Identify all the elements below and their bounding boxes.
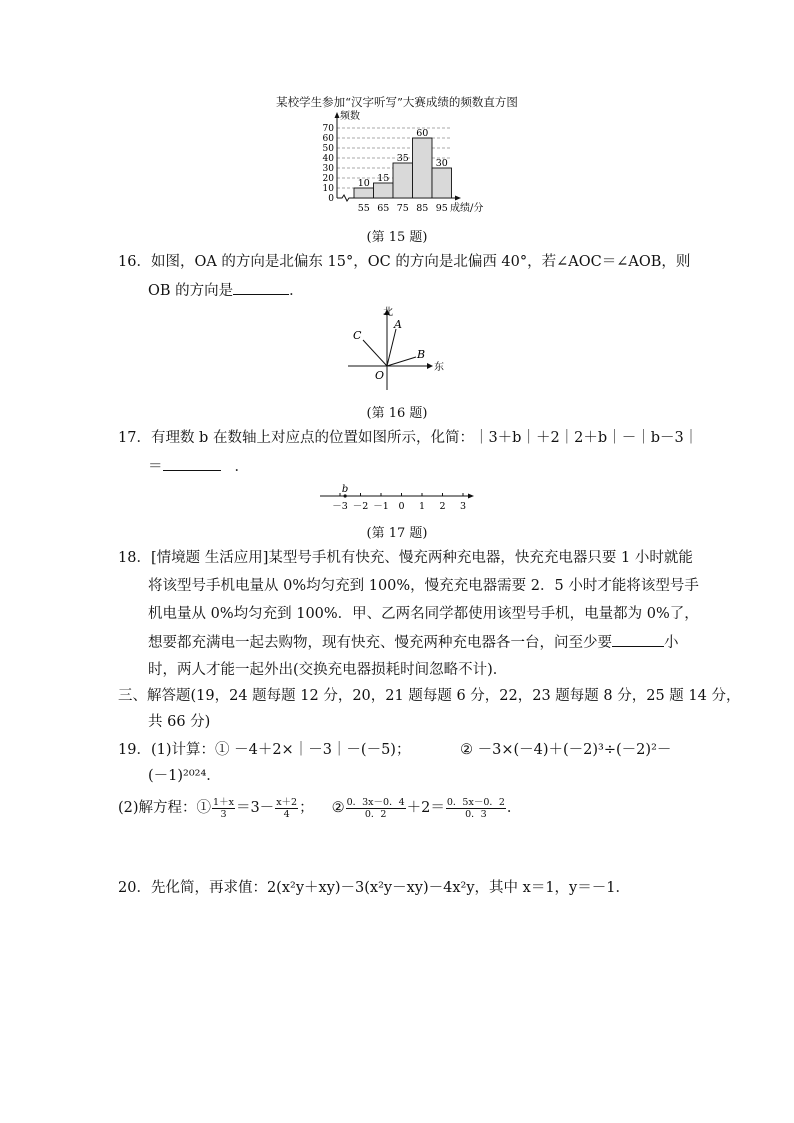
question-17-line2 <box>148 456 249 477</box>
question-text: ＝ <box>148 459 163 475</box>
question-text: ． <box>289 283 304 299</box>
number-line-tick-label: －1 <box>373 501 389 512</box>
figure-caption-q15: (第 15 题) <box>366 230 428 245</box>
answer-blank[interactable] <box>612 632 664 647</box>
fraction-denominator: 3 <box>220 808 227 820</box>
question-number: 16． <box>118 254 151 270</box>
x-axis-arrow <box>455 196 461 201</box>
ray-oc <box>363 340 387 366</box>
part-label: (2)解方程：① <box>118 800 212 816</box>
section-heading: 三、解答题(19，24 题每题 12 分，20，21 题每题 6 分，22，23 题每题 8 分，25 题 14 分， <box>118 688 741 704</box>
x-tick-label: 95 <box>435 203 448 214</box>
fraction <box>446 797 506 820</box>
histogram-bar <box>354 188 374 198</box>
number-line-arrow <box>468 494 474 499</box>
question-18 <box>118 548 693 568</box>
figure-caption-q17: (第 17 题) <box>366 526 428 541</box>
fraction <box>346 797 406 820</box>
histogram-bar <box>393 163 413 198</box>
question-19-part1c: (－1)²⁰²⁴． <box>148 768 221 784</box>
equation-text: ＝3－ <box>235 800 275 816</box>
number-line-figure <box>318 482 478 514</box>
question-16 <box>118 252 690 272</box>
point-c-label: C <box>353 329 362 342</box>
number-line-tick-label: 2 <box>439 501 446 512</box>
question-text: ． <box>234 459 249 475</box>
x-axis-label: 成绩/分 <box>450 203 484 214</box>
question-number: 19． <box>118 742 151 758</box>
fraction-numerator: 0．3x－0．4 <box>346 796 405 808</box>
question-18-line3: 机电量从 0%均匀充到 100%．甲、乙两名同学都使用该型号手机，电量都为 0%了， <box>148 606 699 622</box>
part-label: ② <box>331 800 345 816</box>
question-text-line: 有理数 b 在数轴上对应点的位置如图所示，化简：｜3＋b｜＋2｜2＋b｜－｜b－3｜ <box>150 430 699 446</box>
y-axis-arrow <box>335 112 340 118</box>
question-text: OB 的方向是 <box>148 283 234 299</box>
point-a-label: A <box>394 318 402 331</box>
point-b-label: b <box>341 484 349 495</box>
histogram-bar <box>432 168 452 198</box>
y-axis-label: 频数 <box>340 111 360 122</box>
equation-text: ＋2＝ <box>406 800 445 816</box>
question-text: 小 <box>664 635 679 651</box>
question-18-line2: 将该型号手机电量从 0%均匀充到 100%，慢充充电器需要 2．5 小时才能将该型号手 <box>148 578 699 594</box>
chart-title: 某校学生参加“汉字听写”大赛成绩的频数直方图 <box>276 95 518 109</box>
x-tick-label: 55 <box>357 203 370 214</box>
question-text: (1)计算：① －4＋2×｜－3｜－(－5)； <box>150 742 411 758</box>
question-19-part1 <box>118 740 410 760</box>
bar-value-label: 35 <box>396 153 409 164</box>
question-text: 想要都充满电一起去购物，现有快充、慢充两种充电器各一台，问至少要 <box>148 635 612 651</box>
fraction-numerator: 0．5x－0．2 <box>446 796 505 808</box>
bar-value-label: 10 <box>357 178 370 189</box>
equation-text: ； <box>299 800 314 816</box>
fraction-numerator: 1＋x <box>213 796 234 808</box>
x-tick-label: 65 <box>377 203 390 214</box>
y-tick-label: 70 <box>322 124 334 134</box>
bar-value-label: 60 <box>416 128 429 139</box>
question-18-line4 <box>148 632 679 653</box>
number-line-tick-label: 1 <box>418 501 426 512</box>
x-tick-label: 85 <box>416 203 429 214</box>
equation-text: ． <box>506 800 522 816</box>
direction-figure <box>340 302 450 392</box>
y-tick-label: 10 <box>322 184 334 194</box>
fraction-denominator: 0．2 <box>364 808 387 820</box>
y-tick-label: 20 <box>322 174 334 184</box>
number-line-tick-label: 3 <box>459 501 467 512</box>
answer-blank[interactable] <box>233 280 289 295</box>
origin-label: O <box>375 369 385 382</box>
y-tick-label: 60 <box>322 134 334 144</box>
y-tick-label: 30 <box>322 164 334 174</box>
fraction-denominator: 4 <box>283 808 290 820</box>
histogram-chart <box>310 108 510 218</box>
question-20 <box>118 878 630 898</box>
bar-value-label: 30 <box>435 158 448 169</box>
fraction-denominator: 0．3 <box>465 808 487 820</box>
histogram-bar <box>413 138 433 198</box>
x-tick-label: 75 <box>396 203 409 214</box>
question-16-line2 <box>148 280 304 301</box>
north-label: 北 <box>383 307 393 318</box>
answer-blank[interactable] <box>163 456 221 471</box>
ray-ob <box>387 357 416 366</box>
question-19-part1b: ② －3×(－4)＋(－2)³÷(－2)²－ <box>460 742 672 758</box>
east-label: 东 <box>434 362 444 373</box>
point-b-label: B <box>417 348 426 361</box>
number-line-tick-label: －2 <box>352 501 369 512</box>
question-17 <box>118 428 698 448</box>
fraction <box>212 797 235 820</box>
figure-caption-q16: (第 16 题) <box>366 406 428 421</box>
histogram-bar <box>374 183 394 198</box>
number-line-tick-label: 0 <box>398 501 405 512</box>
fraction-numerator: x＋2 <box>276 796 298 808</box>
bar-value-label: 15 <box>377 173 390 184</box>
section-heading-line2: 共 66 分) <box>148 714 211 730</box>
question-19-part2 <box>118 796 521 820</box>
question-number: 17． <box>118 430 151 446</box>
question-18-line5: 时，两人才能一起外出(交换充电器损耗时间忽略不计)． <box>148 662 508 678</box>
question-number: 18． <box>118 550 151 566</box>
question-text-line: [情境题 生活应用]某型号手机有快充、慢充两种充电器，快充充电器只要 1 小时就能 <box>150 550 693 566</box>
number-line-tick-label: －3 <box>332 501 348 512</box>
y-tick-label: 50 <box>322 144 334 154</box>
question-text: 先化简，再求值：2(x²y＋xy)－3(x²y－xy)－4x²y，其中 x＝1，y＝－1． <box>150 880 630 896</box>
question-number: 20． <box>118 880 151 896</box>
y-tick-label: 0 <box>328 194 334 204</box>
question-text-line: 如图，OA 的方向是北偏东 15°，OC 的方向是北偏西 40°，若∠AOC＝∠AOB，则 <box>150 254 691 270</box>
ray-oa <box>387 329 396 366</box>
y-tick-label: 40 <box>322 154 334 164</box>
fraction <box>275 797 298 820</box>
